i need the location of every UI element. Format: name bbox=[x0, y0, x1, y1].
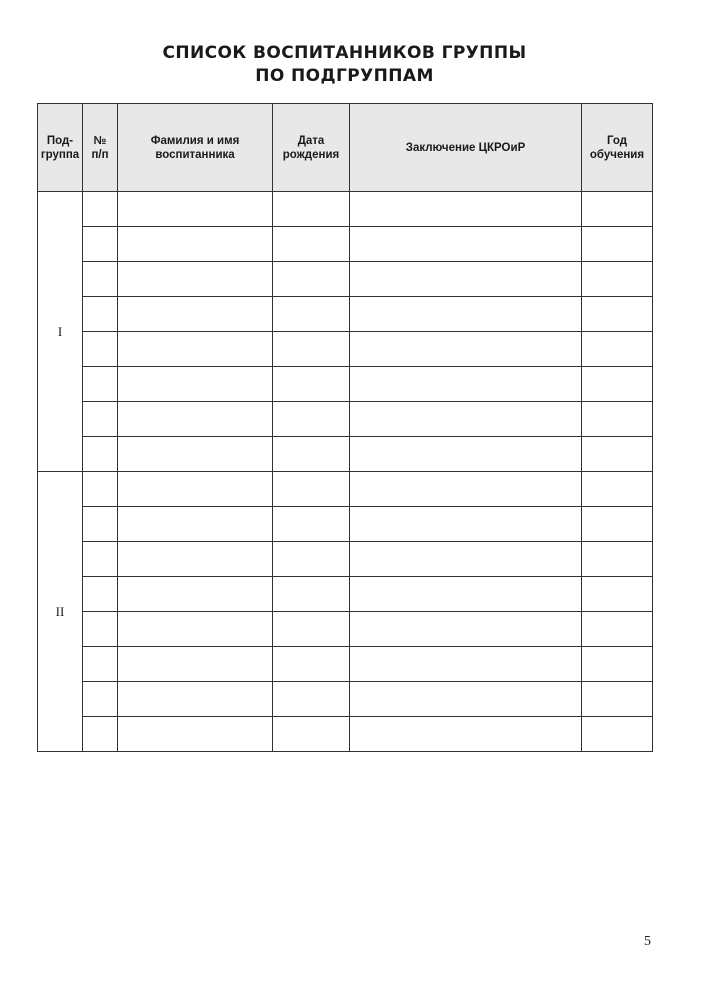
conclusion-cell[interactable] bbox=[350, 192, 582, 227]
header-full-name bbox=[118, 104, 273, 192]
table-row bbox=[38, 437, 653, 472]
table-header bbox=[38, 104, 653, 192]
number-cell[interactable] bbox=[83, 437, 118, 472]
header-conclusion-line-1: Заключение ЦКРОиР bbox=[405, 141, 526, 154]
header-study-year-line-2: обучения bbox=[589, 148, 645, 161]
full-name-cell[interactable] bbox=[118, 507, 273, 542]
birth-date-cell[interactable] bbox=[273, 367, 350, 402]
full-name-cell[interactable] bbox=[118, 612, 273, 647]
subgroup-roster-table bbox=[37, 103, 653, 752]
header-row bbox=[38, 104, 653, 192]
table-row bbox=[38, 227, 653, 262]
full-name-cell[interactable] bbox=[118, 682, 273, 717]
birth-date-cell[interactable] bbox=[273, 507, 350, 542]
number-cell[interactable] bbox=[83, 297, 118, 332]
full-name-cell[interactable] bbox=[118, 647, 273, 682]
full-name-cell[interactable] bbox=[118, 402, 273, 437]
study-year-cell[interactable] bbox=[582, 647, 653, 682]
conclusion-cell[interactable] bbox=[350, 297, 582, 332]
birth-date-cell[interactable] bbox=[273, 262, 350, 297]
birth-date-cell[interactable] bbox=[273, 577, 350, 612]
header-subgroup-line-2: группа bbox=[40, 148, 80, 161]
full-name-cell[interactable] bbox=[118, 367, 273, 402]
full-name-cell[interactable] bbox=[118, 192, 273, 227]
header-birth-date-line-2: рождения bbox=[282, 148, 340, 161]
full-name-cell[interactable] bbox=[118, 542, 273, 577]
birth-date-cell[interactable] bbox=[273, 297, 350, 332]
full-name-cell[interactable] bbox=[118, 717, 273, 752]
full-name-cell[interactable] bbox=[118, 332, 273, 367]
number-cell[interactable] bbox=[83, 402, 118, 437]
table-body bbox=[38, 192, 653, 752]
number-cell[interactable] bbox=[83, 612, 118, 647]
conclusion-cell[interactable] bbox=[350, 227, 582, 262]
birth-date-cell[interactable] bbox=[273, 402, 350, 437]
study-year-cell[interactable] bbox=[582, 717, 653, 752]
conclusion-cell[interactable] bbox=[350, 542, 582, 577]
conclusion-cell[interactable] bbox=[350, 612, 582, 647]
full-name-cell[interactable] bbox=[118, 437, 273, 472]
number-cell[interactable] bbox=[83, 332, 118, 367]
subgroup-label: I bbox=[38, 192, 83, 472]
study-year-cell[interactable] bbox=[582, 577, 653, 612]
page-title bbox=[0, 42, 689, 88]
number-cell[interactable] bbox=[83, 227, 118, 262]
conclusion-cell[interactable] bbox=[350, 717, 582, 752]
header-subgroup bbox=[38, 104, 83, 192]
conclusion-cell[interactable] bbox=[350, 647, 582, 682]
conclusion-cell[interactable] bbox=[350, 437, 582, 472]
table-row bbox=[38, 717, 653, 752]
number-cell[interactable] bbox=[83, 542, 118, 577]
conclusion-cell[interactable] bbox=[350, 332, 582, 367]
conclusion-cell[interactable] bbox=[350, 262, 582, 297]
number-cell[interactable] bbox=[83, 507, 118, 542]
number-cell[interactable] bbox=[83, 262, 118, 297]
conclusion-cell[interactable] bbox=[350, 402, 582, 437]
number-cell[interactable] bbox=[83, 577, 118, 612]
conclusion-cell[interactable] bbox=[350, 367, 582, 402]
study-year-cell[interactable] bbox=[582, 402, 653, 437]
table-row bbox=[38, 647, 653, 682]
conclusion-cell[interactable] bbox=[350, 682, 582, 717]
study-year-cell[interactable] bbox=[582, 437, 653, 472]
number-cell[interactable] bbox=[83, 647, 118, 682]
conclusion-cell[interactable] bbox=[350, 577, 582, 612]
birth-date-cell[interactable] bbox=[273, 682, 350, 717]
table-row bbox=[38, 577, 653, 612]
number-cell[interactable] bbox=[83, 192, 118, 227]
study-year-cell[interactable] bbox=[582, 332, 653, 367]
study-year-cell[interactable] bbox=[582, 297, 653, 332]
study-year-cell[interactable] bbox=[582, 262, 653, 297]
full-name-cell[interactable] bbox=[118, 577, 273, 612]
header-study-year-line-1: Год bbox=[606, 134, 628, 147]
study-year-cell[interactable] bbox=[582, 227, 653, 262]
study-year-cell[interactable] bbox=[582, 682, 653, 717]
table-row bbox=[38, 402, 653, 437]
header-subgroup-line-1: Под- bbox=[46, 134, 74, 147]
header-birth-date-line-1: Дата bbox=[297, 134, 325, 147]
birth-date-cell[interactable] bbox=[273, 192, 350, 227]
table-row bbox=[38, 472, 653, 507]
study-year-cell[interactable] bbox=[582, 192, 653, 227]
study-year-cell[interactable] bbox=[582, 367, 653, 402]
table-row bbox=[38, 332, 653, 367]
number-cell[interactable] bbox=[83, 717, 118, 752]
table-row bbox=[38, 367, 653, 402]
birth-date-cell[interactable] bbox=[273, 542, 350, 577]
full-name-cell[interactable] bbox=[118, 262, 273, 297]
table-row bbox=[38, 507, 653, 542]
table-row bbox=[38, 682, 653, 717]
conclusion-cell[interactable] bbox=[350, 507, 582, 542]
header-full-name-line-2: воспитанника bbox=[155, 148, 235, 161]
header-full-name-line-1: Фамилия и имя bbox=[150, 134, 240, 147]
birth-date-cell[interactable] bbox=[273, 612, 350, 647]
header-number-line-2: п/п bbox=[91, 148, 109, 161]
table-row bbox=[38, 542, 653, 577]
study-year-cell[interactable] bbox=[582, 542, 653, 577]
full-name-cell[interactable] bbox=[118, 227, 273, 262]
page-title-line-2: ПО ПОДГРУППАМ bbox=[255, 66, 434, 86]
study-year-cell[interactable] bbox=[582, 507, 653, 542]
birth-date-cell[interactable] bbox=[273, 717, 350, 752]
table-row bbox=[38, 192, 653, 227]
full-name-cell[interactable] bbox=[118, 472, 273, 507]
birth-date-cell[interactable] bbox=[273, 437, 350, 472]
study-year-cell[interactable] bbox=[582, 472, 653, 507]
table-row bbox=[38, 297, 653, 332]
birth-date-cell[interactable] bbox=[273, 227, 350, 262]
birth-date-cell[interactable] bbox=[273, 647, 350, 682]
header-number bbox=[83, 104, 118, 192]
number-cell[interactable] bbox=[83, 472, 118, 507]
page-number: 5 bbox=[644, 934, 651, 949]
full-name-cell[interactable] bbox=[118, 297, 273, 332]
number-cell[interactable] bbox=[83, 367, 118, 402]
birth-date-cell[interactable] bbox=[273, 472, 350, 507]
birth-date-cell[interactable] bbox=[273, 332, 350, 367]
number-cell[interactable] bbox=[83, 682, 118, 717]
header-birth-date bbox=[273, 104, 350, 192]
header-conclusion bbox=[350, 104, 582, 192]
subgroup-label: II bbox=[38, 472, 83, 752]
page-title-line-1: СПИСОК ВОСПИТАННИКОВ ГРУППЫ bbox=[162, 43, 527, 63]
header-study-year bbox=[582, 104, 653, 192]
conclusion-cell[interactable] bbox=[350, 472, 582, 507]
header-number-line-1: № bbox=[93, 134, 107, 147]
study-year-cell[interactable] bbox=[582, 612, 653, 647]
table-row bbox=[38, 612, 653, 647]
table-row bbox=[38, 262, 653, 297]
